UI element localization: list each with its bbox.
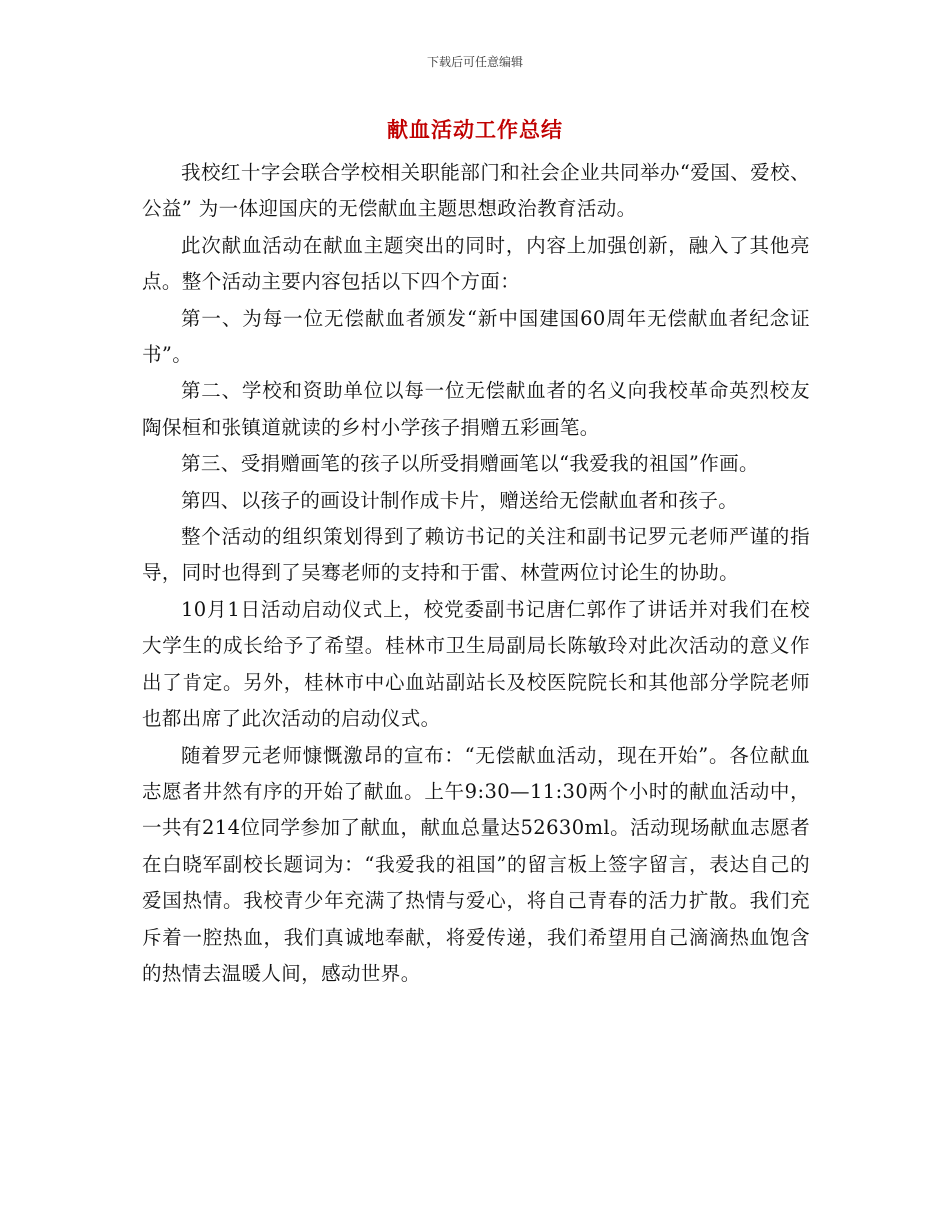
header-note: 下载后可任意编辑 [426,55,523,69]
paragraph: 10月1日活动启动仪式上，校党委副书记唐仁郭作了讲话并对我们在校大学生的成长给予了希望。桂林市卫生局副局长陈敏玲对此次活动的意义作出了肯定。另外，桂林市中心血站副站长及校医院院长和其他部分学院老师也都出席了此次活动的启动仪式。 [142,597,810,731]
document-body [142,155,810,992]
paragraph: 整个活动的组织策划得到了赖访书记的关注和副书记罗元老师严谨的指导，同时也得到了吴骞老师的支持和于雷、林萱两位讨论生的协助。 [142,525,810,585]
paragraph: 第二、学校和资助单位以每一位无偿献血者的名义向我校革命英烈校友陶保桓和张镇道就读的乡村小学孩子捐赠五彩画笔。 [142,379,810,439]
paragraph: 随着罗元老师慷慨激昂的宣布：“无偿献血活动，现在开始”。各位献血志愿者井然有序的开始了献血。上午9:30—11:30两个小时的献血活动中，一共有214位同学参加了献血，献血总量达52630ml。活动现场献血志愿者在白晓军副校长题词为：“我爱我的祖国”的留言板上签字留言，表达自己的爱国热情。我校青少年充满了热情与爱心，将自己青春的活力扩散。我们充斥着一腔热血，我们真诚地奉献，将爱传递，我们希望用自己滴滴热血饱含的热情去温暖人间，感动世界。 [142,743,810,985]
document-title: 献血活动工作总结 [387,118,563,142]
paragraph: 我校红十字会联合学校相关职能部门和社会企业共同举办“爱国、爱校、公益” 为一体迎国庆的无偿献血主题思想政治教育活动。 [142,161,810,221]
paragraph: 第四、以孩子的画设计制作成卡片，赠送给无偿献血者和孩子。 [181,488,739,512]
paragraph: 第一、为每一位无偿献血者颁发“新中国建国60周年无偿献血者纪念证书”。 [142,306,810,367]
paragraph: 此次献血活动在献血主题突出的同时，内容上加强创新，融入了其他亮点。整个活动主要内容包括以下四个方面： [142,233,810,294]
paragraph: 第三、受捐赠画笔的孩子以所受捐赠画笔以“我爱我的祖国”作画。 [181,452,759,476]
